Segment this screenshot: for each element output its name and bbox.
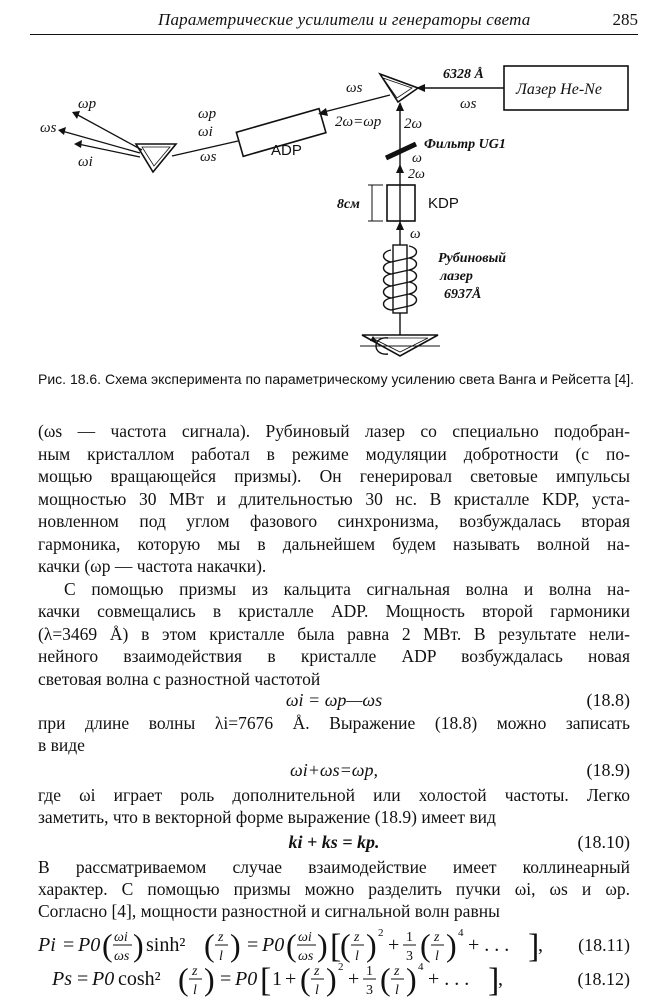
svg-text:(: (: [204, 927, 215, 963]
p1-line-6: гармоника, которую мы в дальнейшем будем называть волной на-: [38, 534, 630, 554]
equation-18-8-number: (18.8): [586, 690, 630, 710]
eq11-power-4: 4: [458, 927, 464, 939]
eq11-frac1-den: ωs: [114, 949, 130, 964]
svg-text:): ): [446, 927, 457, 963]
vertical-beam-arrow-filter: [396, 164, 404, 173]
equation-18-12: [38, 958, 630, 998]
svg-text:(: (: [102, 927, 113, 963]
eq11-plus: +: [388, 934, 400, 956]
eq11-frac3-den: ωs: [298, 949, 314, 964]
svg-text:,: ,: [498, 968, 503, 990]
two-omega-equals-omega-p: 2ω=ωp: [335, 114, 382, 130]
eq12-frac1-num: z: [192, 964, 198, 979]
eq11-lhs: Pi: [38, 934, 56, 956]
eq11-frac4-den: l: [355, 949, 359, 964]
eq11-p0-2: P0: [262, 934, 285, 956]
eq12-plus: +: [285, 968, 297, 990]
svg-text:(: (: [420, 927, 431, 963]
p5-line-3: Согласно [4], мощности разностной и сигнальной волн равны: [38, 901, 500, 921]
svg-text:(: (: [178, 961, 189, 997]
eq11-frac5-den: 3: [406, 949, 413, 964]
eq12-frac2-num: z: [314, 964, 320, 979]
eq12-power-2: 2: [338, 961, 344, 973]
svg-text:(: (: [380, 961, 391, 997]
eq11-frac5-num: 1: [406, 930, 413, 945]
eq12-frac1-den: l: [193, 983, 197, 998]
equation-18-10-number: (18.10): [577, 832, 630, 852]
ruby-label-1: Рубиновый: [438, 251, 507, 266]
p1-line-4: мощностью 30 МВт и длительностью 30 нс. В кристалле KDP, уста-: [38, 489, 630, 509]
eq12-p0-1: P0: [92, 968, 115, 990]
p1-line-7: качки (ωp — частота накачки).: [38, 556, 267, 576]
eq11-frac3-num: ωi: [298, 930, 312, 945]
p2-line-3: (λ=3469 Å) в этом кристалле была равна 2 МВт. В результате нели-: [38, 624, 630, 644]
svg-text:): ): [406, 961, 417, 997]
eq12-frac3-num: 1: [366, 964, 373, 979]
p1-line-3: мощью вращающейся призмы). Он генерировал световые импульсы: [38, 466, 630, 486]
svg-text:]: ]: [528, 928, 540, 965]
vertical-beam-arrow-top: [396, 102, 404, 111]
eq12-p0-2: P0: [235, 968, 258, 990]
svg-text:): ): [204, 961, 215, 997]
eq12-eq-2: =: [220, 968, 232, 990]
page-number: 285: [612, 10, 638, 29]
equation-18-8: [38, 688, 630, 712]
eq11-frac4-num: z: [354, 930, 360, 945]
eq12-frac4-num: z: [394, 964, 400, 979]
eq11-frac2-den: l: [219, 949, 223, 964]
ruby-omega: ω: [410, 226, 421, 242]
equation-18-8-expr: ωi = ωp—ωs: [285, 690, 383, 710]
p5-line-1: В рассматриваемом случае взаимодействие имеет коллинеарный: [38, 857, 630, 877]
p2-line-2: качки совмещались в кристалле ADP. Мощность второй гармоники: [38, 601, 630, 621]
equation-18-11-number: (18.11): [578, 935, 630, 955]
p1-line-5: новленном под углом фазового синхронизма, возбуждалась вторая: [38, 511, 630, 531]
equation-18-10-expr: ki + ks = kp.: [288, 832, 380, 852]
eq12-eq-1: =: [77, 968, 89, 990]
svg-text:[: [: [260, 962, 272, 998]
ruby-label-2: лазер: [440, 269, 473, 284]
svg-text:): ): [230, 927, 241, 963]
eq12-frac4-den: l: [395, 983, 399, 998]
p2-line-4: нейного взаимодействия в кристалле ADP возбуждалась новая: [38, 646, 630, 666]
eq11-dots: + . . .: [468, 934, 510, 956]
top-omega-s: ωs: [346, 80, 363, 96]
eq12-lhs: Ps: [52, 968, 72, 990]
adp-label: ADP: [271, 142, 302, 159]
equation-18-9: [38, 758, 630, 782]
hene-wavelength: 6328 Å: [443, 67, 484, 82]
eq11-p0-1: P0: [78, 934, 101, 956]
equation-18-9-number: (18.9): [586, 760, 630, 780]
eq11-frac6-den: l: [435, 949, 439, 964]
p4-line-2: заметить, что в векторной форме выражение (18.9) имеет вид: [38, 807, 496, 827]
experiment-diagram: [0, 40, 667, 370]
adp-omega-s: ωs: [200, 149, 217, 165]
p5-line-2: характер. С помощью призмы можно разделить пучки ωi, ωs и ωp.: [38, 879, 630, 899]
eq11-frac2-num: z: [218, 930, 224, 945]
equation-18-9-expr: ωi+ωs=ωp,: [290, 760, 378, 780]
p2-line-5: световая волна с разностной частотой: [38, 669, 321, 689]
output-beam-s-arrow: [58, 127, 66, 135]
p1-line-1: (ωs — частота сигнала). Рубиновый лазер со специально подобран-: [38, 421, 630, 441]
svg-text:): ): [133, 927, 144, 963]
combined-beam: [320, 95, 390, 113]
adp-omega-p: ωp: [198, 106, 217, 122]
kdp-label: KDP: [428, 195, 459, 212]
eq11-frac6-num: z: [434, 930, 440, 945]
ruby-wavelength: 6937Å: [444, 287, 482, 302]
svg-text:): ): [326, 961, 337, 997]
svg-text:[: [: [330, 928, 342, 965]
p2-line-1: С помощью призмы из кальцита сигнальная волна и волна на-: [64, 579, 630, 599]
eq11-sinh: sinh²: [146, 934, 186, 956]
filter-omega: ω: [412, 151, 422, 166]
p1-line-2: ным кристаллом работал в режиме модуляции добротности (с по-: [38, 444, 630, 464]
eq12-power-4: 4: [418, 961, 424, 973]
svg-text:): ): [366, 927, 377, 963]
adp-omega-i: ωi: [198, 124, 213, 140]
filter-label: Фильтр UG1: [424, 137, 506, 152]
eq11-eq-2: =: [247, 934, 259, 956]
output-prism: [136, 144, 176, 172]
output-beam-i-arrow: [74, 140, 82, 148]
rotation-arrow-head-icon: [370, 336, 377, 342]
svg-text:(: (: [340, 927, 351, 963]
hene-beam-omega-s: ωs: [460, 96, 477, 112]
ruby-rod: [393, 245, 407, 313]
svg-text:): ): [317, 927, 328, 963]
header-title: Параметрические усилители и генераторы света: [158, 10, 531, 29]
eq12-cosh: cosh²: [118, 968, 161, 990]
equation-18-12-svg: [38, 958, 630, 998]
p3-line-2: в виде: [38, 735, 85, 755]
svg-text:,: ,: [538, 934, 543, 956]
eq12-frac3-den: 3: [366, 983, 373, 998]
hene-laser-label: Лазер He-Ne: [516, 81, 602, 98]
eq12-plus-2: +: [348, 968, 360, 990]
eq12-frac2-den: l: [315, 983, 319, 998]
eq12-one: 1: [272, 968, 282, 990]
equation-18-12-number: (18.12): [577, 969, 630, 989]
out-omega-s: ωs: [40, 120, 57, 136]
filter-two-omega: 2ω: [408, 167, 425, 182]
eq12-dots: + . . .: [428, 968, 470, 990]
running-header: [30, 8, 638, 35]
p3-line-1: при длине волны λi=7676 Å. Выражение (18.8) можно записать: [38, 713, 630, 733]
kdp-crystal: [387, 185, 415, 221]
svg-text:(: (: [286, 927, 297, 963]
kdp-length-label: 8см: [337, 197, 360, 212]
out-omega-p: ωp: [78, 96, 97, 112]
svg-text:(: (: [300, 961, 311, 997]
figure-caption: Рис. 18.6. Схема эксперимента по параметрическому усилению света Ванга и Рейсетта [4].: [38, 371, 635, 387]
p4-line-1: где ωi играет роль дополнительной или холостой частоты. Легко: [38, 785, 630, 805]
eq11-power-2: 2: [378, 927, 384, 939]
svg-text:]: ]: [488, 962, 500, 998]
out-omega-i: ωi: [78, 154, 93, 170]
eq11-eq-1: =: [63, 934, 75, 956]
equation-18-10: [38, 830, 630, 854]
eq11-frac1-num: ωi: [114, 930, 128, 945]
two-omega-vertical: 2ω: [404, 116, 423, 132]
vertical-beam-arrow-kdp: [396, 221, 404, 230]
